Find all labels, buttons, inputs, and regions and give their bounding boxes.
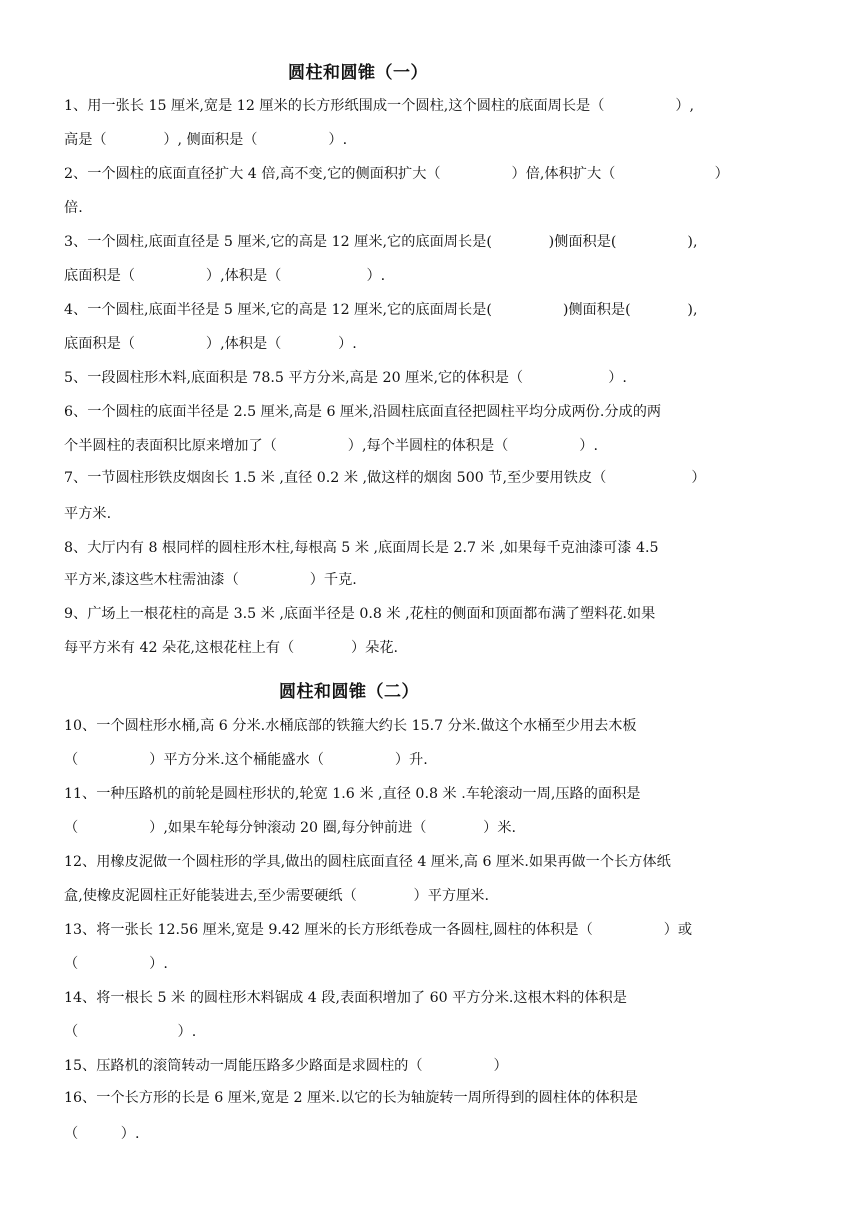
question-3-line-2: 底面积是（ ）,体积是（ ）.	[64, 268, 386, 284]
question-8-line-2: 平方米,漆这些木柱需油漆（ ）千克.	[64, 572, 357, 588]
question-3-line-1: 3、一个圆柱,底面直径是 5 厘米,它的高是 12 厘米,它的底面周长是( )侧面积是( ),	[64, 234, 698, 250]
question-12-line-2: 盒,使橡皮泥圆柱正好能装进去,至少需要硬纸（ ）平方厘米.	[64, 888, 489, 904]
question-4-line-2: 底面积是（ ）,体积是（ ）.	[64, 336, 357, 352]
question-15-line-1: 15、压路机的滚筒转动一周能压路多少路面是求圆柱的（ ）	[64, 1058, 508, 1074]
question-9-line-2: 每平方米有 42 朵花,这根花柱上有（ ）朵花.	[64, 640, 399, 656]
question-6-line-1: 6、一个圆柱的底面半径是 2.5 厘米,高是 6 厘米,沿圆柱底面直径把圆柱平均分成两份.分成的两	[64, 404, 662, 420]
question-4-line-1: 4、一个圆柱,底面半径是 5 厘米,它的高是 12 厘米,它的底面周长是( )侧面积是( ),	[64, 302, 698, 318]
question-9-line-1: 9、广场上一根花柱的高是 3.5 米 ,底面半径是 0.8 米 ,花柱的侧面和顶面都布满了塑料花.如果	[64, 606, 656, 622]
question-13-line-1: 13、将一张长 12.56 厘米,宽是 9.42 厘米的长方形纸卷成一各圆柱,圆柱的体积是（ ）或	[64, 922, 693, 938]
question-6-line-2: 个半圆柱的表面积比原来增加了（ ）,每个半圆柱的体积是（ ）.	[64, 438, 598, 454]
question-12-line-1: 12、用橡皮泥做一个圆柱形的学具,做出的圆柱底面直径 4 厘米,高 6 厘米.如果再做一个长方体纸	[64, 854, 671, 870]
question-7-line-1: 7、一节圆柱形铁皮烟囱长 1.5 米 ,直径 0.2 米 ,做这样的烟囱 500 节,至少要用铁皮（ ）	[64, 470, 706, 486]
question-11-line-2: （ ）,如果车轮每分钟滚动 20 圈,每分钟前进（ ）米.	[64, 820, 517, 836]
question-7-line-2: 平方米.	[64, 506, 112, 522]
section-title-2: 圆柱和圆锥（二）	[279, 682, 419, 702]
question-10-line-1: 10、一个圆柱形水桶,高 6 分米.水桶底部的铁箍大约长 15.7 分米.做这个水桶至少用去木板	[64, 718, 637, 734]
question-5-line-1: 5、一段圆柱形木料,底面积是 78.5 平方分米,高是 20 厘米,它的体积是（ ）.	[64, 370, 627, 386]
question-8-line-1: 8、大厅内有 8 根同样的圆柱形木柱,每根高 5 米 ,底面周长是 2.7 米 ,如果每千克油漆可漆 4.5	[64, 540, 659, 556]
question-1-line-2: 高是（ ）, 侧面积是（ ）.	[64, 132, 348, 148]
question-2-line-2: 倍.	[64, 200, 83, 216]
question-2-line-1: 2、一个圆柱的底面直径扩大 4 倍,高不变,它的侧面积扩大（ ）倍,体积扩大（ ）	[64, 166, 729, 182]
question-14-line-1: 14、将一根长 5 米 的圆柱形木料锯成 4 段,表面积增加了 60 平方分米.这根木料的体积是	[64, 990, 627, 1006]
section-title-1: 圆柱和圆锥（一）	[288, 63, 428, 83]
question-13-line-2: （ ）.	[64, 956, 168, 972]
question-16-line-2: （ ）.	[64, 1126, 140, 1142]
question-11-line-1: 11、一种压路机的前轮是圆柱形状的,轮宽 1.6 米 ,直径 0.8 米 .车轮滚动一周,压路的面积是	[64, 786, 641, 802]
question-14-line-2: （ ）.	[64, 1024, 197, 1040]
question-10-line-2: （ ）平方分米.这个桶能盛水（ ）升.	[64, 752, 428, 768]
question-16-line-1: 16、一个长方形的长是 6 厘米,宽是 2 厘米.以它的长为轴旋转一周所得到的圆柱体的体积是	[64, 1090, 638, 1106]
question-1-line-1: 1、用一张长 15 厘米,宽是 12 厘米的长方形纸围成一个圆柱,这个圆柱的底面周长是（ ）,	[64, 98, 695, 114]
